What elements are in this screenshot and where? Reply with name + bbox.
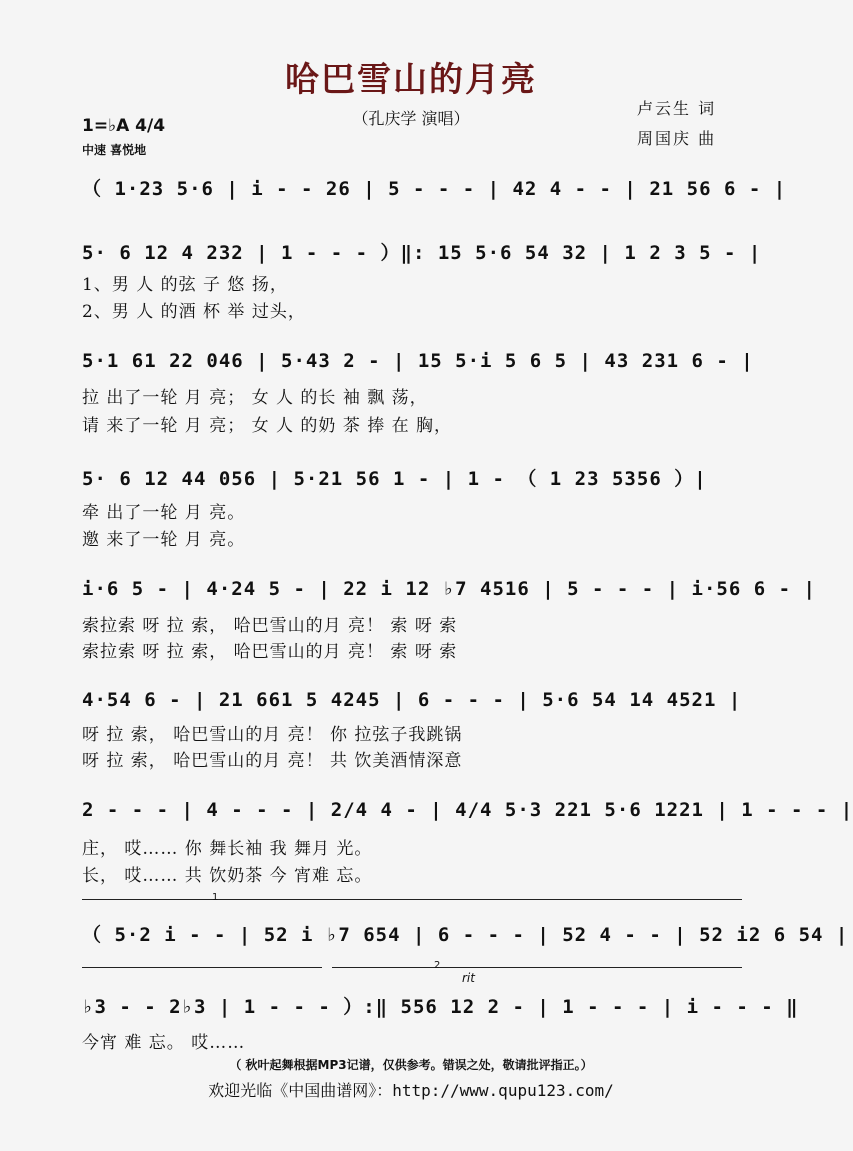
volta-number-2: 2 [434, 960, 441, 971]
lyric-line: 索拉索 呀 拉 索， 哈巴雪山的月 亮！ 索 呀 索 [82, 642, 458, 662]
key-signature: 1=♭A 4/4 [82, 116, 166, 136]
lyricist: 卢云生 词 [637, 99, 717, 118]
notation-line: 5· 6 12 44 056 | 5·21 56 1 - | 1 - （ 1 23 5356 ）| [82, 468, 707, 490]
lyric-line: 牵 出了一轮 月 亮。 [82, 503, 246, 523]
song-title: 哈巴雪山的月亮 [285, 60, 537, 100]
lyric-line: 索拉索 呀 拉 索， 哈巴雪山的月 亮！ 索 呀 索 [82, 616, 458, 636]
notation-line: 5· 6 12 4 232 | 1 - - - ）‖: 15 5·6 54 32 | 1 2 3 5 - | [82, 242, 762, 264]
lyric-line: 庄， 哎…… 你 舞长袖 我 舞月 光。 [82, 839, 373, 859]
notation-line: 4·54 6 - | 21 661 5 4245 | 6 - - - | 5·6 54 14 4521 | [82, 689, 742, 711]
tempo-marking: 中速 喜悦地 [82, 143, 147, 157]
lyric-line: 拉 出了一轮 月 亮； 女 人 的长 袖 飘 荡， [82, 388, 428, 408]
volta-line-left [82, 967, 322, 968]
notation-line: i·6 5 - | 4·24 5 - | 22 i 12 ♭7 4516 | 5 - - - | i·56 6 - | [82, 578, 816, 600]
website-credit: 欢迎光临《中国曲谱网》：http://www.qupu123.com/ [208, 1081, 614, 1100]
volta-bracket-2 [332, 967, 742, 968]
lyric-line: 呀 拉 索， 哈巴雪山的月 亮！ 共 饮美酒情深意 [82, 751, 463, 771]
lyric-line: 呀 拉 索， 哈巴雪山的月 亮！ 你 拉弦子我跳锅 [82, 725, 463, 745]
ritardando-marking: rit [462, 971, 475, 985]
lyric-line: 今宵 难 忘。 哎…… [82, 1033, 246, 1053]
notation-line: （ 5·2 i - - | 52 i ♭7 654 | 6 - - - | 52 4 - - | 52 i2 6 54 | [82, 924, 849, 946]
lyric-line: 请 来了一轮 月 亮； 女 人 的奶 茶 捧 在 胸， [82, 416, 453, 436]
lyric-line: 2、男 人 的酒 杯 举 过头， [82, 302, 306, 322]
lyric-line: 邀 来了一轮 月 亮。 [82, 530, 246, 550]
notation-line: ♭3 - - 2♭3 | 1 - - - ）:‖ 556 12 2 - | 1 - - - | i - - - ‖ [82, 996, 799, 1018]
volta-bracket-1 [82, 899, 742, 900]
transcription-note: （ 秋叶起舞根据MP3记谱，仅供参考。错误之处，敬请批评指正。） [229, 1058, 593, 1072]
notation-line: 5·1 61 22 046 | 5·43 2 - | 15 5·i 5 6 5 | 43 231 6 - | [82, 350, 754, 372]
volta-number-1: 1 [212, 892, 219, 903]
composer: 周国庆 曲 [637, 129, 717, 148]
lyric-line: 1、男 人 的弦 子 悠 扬， [82, 275, 288, 295]
notation-line: 2 - - - | 4 - - - | 2/4 4 - | 4/4 5·3 221 5·6 1221 | 1 - - - | [82, 799, 853, 821]
singer: （孔庆学 演唱） [352, 109, 470, 128]
lyric-line: 长， 哎…… 共 饮奶茶 今 宵难 忘。 [82, 866, 373, 886]
notation-line: （ 1·23 5·6 | i - - 26 | 5 - - - | 42 4 - - | 21 56 6 - | [82, 178, 787, 200]
